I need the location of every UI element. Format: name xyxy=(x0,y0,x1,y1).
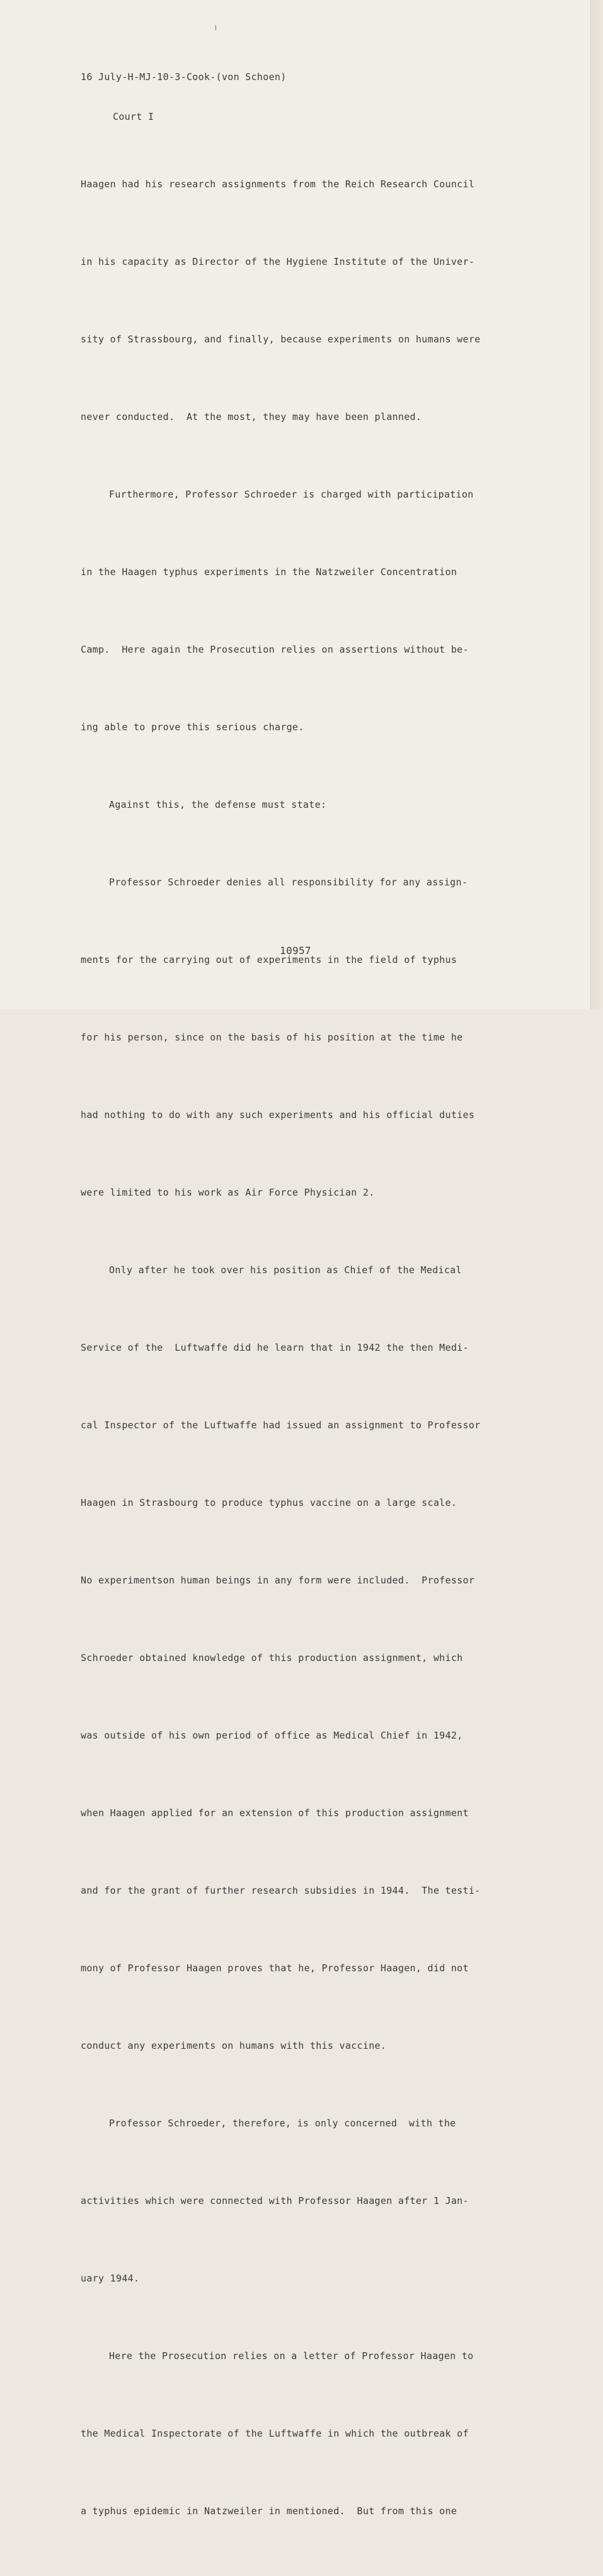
top-tick-mark xyxy=(215,25,216,30)
text-line: Against this, the defense must state: xyxy=(109,799,327,810)
text-line: cal Inspector of the Luftwaffe had issued an assignment to Professor xyxy=(81,1419,481,1431)
header-reference: 16 July-H-MJ-10-3-Cook-(von Schoen) xyxy=(81,71,287,83)
text-line: activities which were connected with Professor Haagen after 1 Jan- xyxy=(81,2195,469,2206)
page-number: 10957 xyxy=(280,945,311,957)
text-line: in the Haagen typhus experiments in the Natzweiler Concentration xyxy=(81,566,457,578)
text-line: Here the Prosecution relies on a letter of Professor Haagen to xyxy=(109,2350,474,2362)
page-edge xyxy=(591,0,603,1009)
text-line: Professor Schroeder denies all responsibility for any assign- xyxy=(109,877,468,888)
text-line: ing able to prove this serious charge. xyxy=(81,721,304,733)
text-line: Service of the Luftwaffe did he learn that in 1942 the then Medi- xyxy=(81,1342,469,1353)
text-line: Only after he took over his position as Chief of the Medical xyxy=(109,1264,462,1276)
text-line: had nothing to do with any such experiments and his official duties xyxy=(81,1109,475,1121)
text-line: a typhus epidemic in Natzweiler in mentioned. But from this one xyxy=(81,2505,457,2517)
text-line: mony of Professor Haagen proves that he, Professor Haagen, did not xyxy=(81,1962,469,1974)
text-line: No experimentson human beings in any form were included. Professor xyxy=(81,1575,475,1586)
header-court: Court I xyxy=(113,111,154,122)
text-line: Professor Schroeder, therefore, is only concerned with the xyxy=(109,2118,456,2129)
text-line: never conducted. At the most, they may have been planned. xyxy=(81,411,422,423)
text-line: and for the grant of further research subsidies in 1944. The testi- xyxy=(81,1885,481,1896)
text-line: Camp. Here again the Prosecution relies on assertions without be- xyxy=(81,644,469,655)
text-line: for his person, since on the basis of his position at the time he xyxy=(81,1032,463,1043)
text-line: ments for the carrying out of experiments in the field of typhus xyxy=(81,954,457,965)
text-line: conduct any experiments on humans with this vaccine. xyxy=(81,2040,387,2051)
text-line: Haagen had his research assignments from the Reich Research Council xyxy=(81,178,475,190)
text-line: Haagen in Strasbourg to produce typhus vaccine on a large scale. xyxy=(81,1497,457,1508)
text-line: were limited to his work as Air Force Physician 2. xyxy=(81,1187,375,1198)
text-line: Schroeder obtained knowledge of this production assignment, which xyxy=(81,1652,463,1664)
text-line: uary 1944. xyxy=(81,2273,140,2284)
text-line: was outside of his own period of office as Medical Chief in 1942, xyxy=(81,1730,463,1741)
text-line: in his capacity as Director of the Hygiene Institute of the Univer- xyxy=(81,256,475,267)
text-line: when Haagen applied for an extension of this production assignment xyxy=(81,1807,469,1819)
text-line: Furthermore, Professor Schroeder is charged with participation xyxy=(109,489,474,500)
text-line: sity of Strassbourg, and finally, because experiments on humans were xyxy=(81,334,481,345)
text-line: the Medical Inspectorate of the Luftwaffe in which the outbreak of xyxy=(81,2428,469,2439)
body-text xyxy=(81,120,481,2576)
